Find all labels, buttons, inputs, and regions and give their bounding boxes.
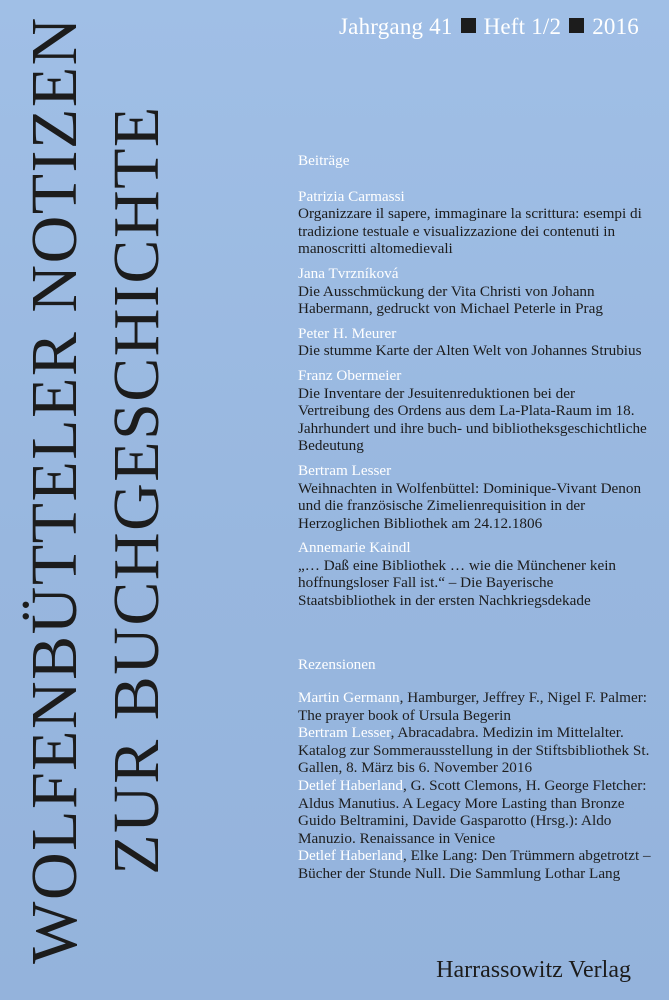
reviewer-name: Martin Germann: [298, 689, 400, 706]
article-author: Peter H. Meurer: [298, 324, 397, 342]
article-author: Franz Obermeier: [298, 366, 402, 384]
review-entry: [298, 812, 658, 847]
contributions-section: [298, 152, 648, 617]
review-entry: [298, 724, 658, 777]
article-title: Die Inventare der Jesuitenreduktionen bei der Vertreibung des Ordens aus dem La-Plata-Raum im 18. Jahrhundert und ihre buch- und bibliotheksgeschichtliche Bedeutung: [298, 384, 647, 455]
article-entry: [298, 462, 648, 532]
reviews-section: [298, 689, 658, 883]
journal-title-line-2: ZUR BUCHGESCHICHTE: [100, 105, 173, 875]
issue-label: Heft 1/2: [483, 14, 562, 39]
contributions-heading: Beiträge: [298, 152, 350, 169]
square-separator-icon: [569, 18, 584, 33]
review-text: Guido Beltramini, Davide Gasparotto (Hrsg.): Aldo Manuzio. Renaissance in Venice: [298, 812, 612, 847]
article-title: Weihnachten in Wolfenbüttel: Dominique-Vivant Denon und die französische Zimelienrequisition in der Herzoglichen Bibliothek am 24.12.1806: [298, 479, 642, 532]
reviewer-name: Bertram Lesser: [298, 724, 391, 742]
article-title: „… Daß eine Bibliothek … wie die Münchener kein hoffnungsloser Fall ist.“ – Die Bayerische Staatsbibliothek in der ersten Nachkriegsdekade: [298, 556, 617, 610]
reviewer-name: Detlef Haberland: [298, 847, 403, 865]
article-author: Jana Tvrzníková: [298, 264, 399, 282]
review-entry: [298, 847, 658, 882]
review-text: , Abracadabra. Medizin im Mittelalter. Katalog zur Sommerausstellung in der Stiftsbibliothek St. Gallen, 8. März bis 6. November 2016: [298, 724, 650, 777]
publisher-name: Harrassowitz Verlag: [436, 957, 631, 983]
square-separator-icon: [461, 18, 476, 33]
review-text: , Hamburger, Jeffrey F., Nigel F. Palmer: The prayer book of Ursula Begerin: [298, 689, 648, 724]
article-title: Die Ausschmückung der Vita Christi von Johann Habermann, gedruckt von Michael Peterle in Prag: [298, 282, 603, 318]
article-entry: [298, 265, 648, 318]
article-entry: [298, 539, 648, 609]
journal-title: [12, 0, 212, 990]
article-author: Bertram Lesser: [298, 461, 392, 479]
journal-title-line-1: WOLFENBÜTTELER NOTIZEN: [18, 16, 91, 964]
article-author: Annemarie Kaindl: [298, 539, 411, 557]
volume-label: Jahrgang 41: [339, 14, 453, 39]
reviews-heading: Rezensionen: [298, 656, 376, 673]
article-entry: [298, 188, 648, 258]
review-text: , G. Scott Clemons, H. George Fletcher: Aldus Manutius. A Legacy More Lasting than Bronze: [298, 776, 647, 812]
article-author: Patrizia Carmassi: [298, 187, 405, 205]
article-title: Organizzare il sapere, immaginare la scrittura: esempi di tradizione testuale e visualizzazione dei contenuti in manoscritti altomedievali: [298, 205, 642, 258]
issue-info: [339, 14, 639, 40]
review-text: , Elke Lang: Den Trümmern abgetrotzt – Bücher der Stunde Null. Die Sammlung Lothar Lang: [298, 847, 651, 882]
article-entry: [298, 325, 648, 360]
article-title: Die stumme Karte der Alten Welt von Johannes Strubius: [298, 342, 642, 360]
reviewer-name: Detlef Haberland: [298, 776, 403, 794]
review-entry: [298, 689, 658, 724]
review-entry: [298, 777, 658, 812]
year-label: 2016: [592, 14, 639, 39]
article-entry: [298, 367, 648, 455]
